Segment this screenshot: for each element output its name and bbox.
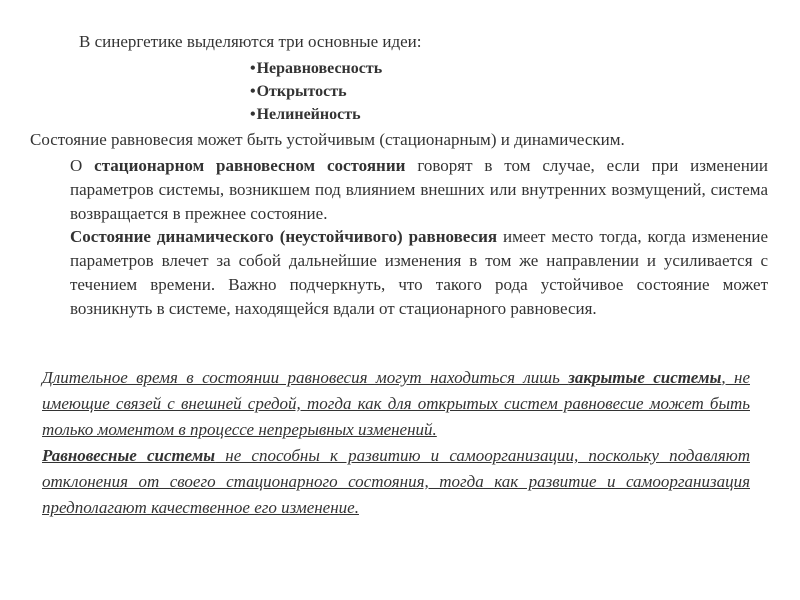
- intro-text: В синергетике выделяются три основные идеи:: [79, 32, 422, 51]
- idea-label: Открытость: [256, 83, 347, 100]
- paragraph-body: говорят в том случае, если при изменении параметров системы, возникшем под влиянием внешних или внутренних возмущений, система возвращается в прежнее состояние.: [70, 156, 768, 223]
- paragraph-body: имеет место тогда, когда изменение параметров влечет за собой дальнейшие изменения в том же направлении и усиливается с течением времени. Важно подчеркнуть, что такого рода устойчивое состояние может возникнуть в системе, находящейся вдали от стационарного равновесия.: [70, 227, 768, 318]
- idea-item: [250, 57, 382, 80]
- paragraph-lead: О: [70, 156, 95, 175]
- bullet-icon: •: [250, 60, 256, 77]
- paragraph-body: , не имеющие связей с внешней средой, тогда как для открытых систем равновесие может быть только моментом в процессе непрерывных изменений.: [42, 368, 750, 439]
- idea-item: [250, 103, 382, 126]
- paragraph-term: закрытые системы: [568, 368, 722, 387]
- idea-label: Нелинейность: [256, 106, 361, 123]
- ideas-list: [250, 57, 382, 126]
- idea-label: Неравновесность: [256, 60, 383, 77]
- bullet-icon: •: [250, 83, 256, 100]
- closed-systems-paragraph: [42, 365, 750, 443]
- conclusion-block: [42, 365, 750, 521]
- paragraph-body: Длительное время в состоянии равновесия могут находиться лишь: [42, 368, 569, 387]
- bullet-icon: •: [250, 106, 256, 123]
- equilibrium-statement: Состояние равновесия может быть устойчивым (стационарным) и динамическим.: [30, 130, 625, 149]
- paragraph-term: Равновесные системы: [42, 446, 216, 465]
- dynamic-paragraph: [70, 225, 768, 321]
- paragraph-term: стационарном равновесном состоянии: [94, 156, 406, 175]
- paragraph-term: Состояние динамического (неустойчивого) равновесия: [70, 227, 498, 246]
- paragraph-body: не способны к развитию и самоорганизации, поскольку подавляют отклонения от своего стационарного состояния, тогда как развитие и самоорганизация предполагают качественное его изменение.: [42, 446, 750, 517]
- equilibrium-systems-paragraph: [42, 443, 750, 521]
- idea-item: [250, 80, 382, 103]
- stationary-paragraph: [70, 154, 768, 226]
